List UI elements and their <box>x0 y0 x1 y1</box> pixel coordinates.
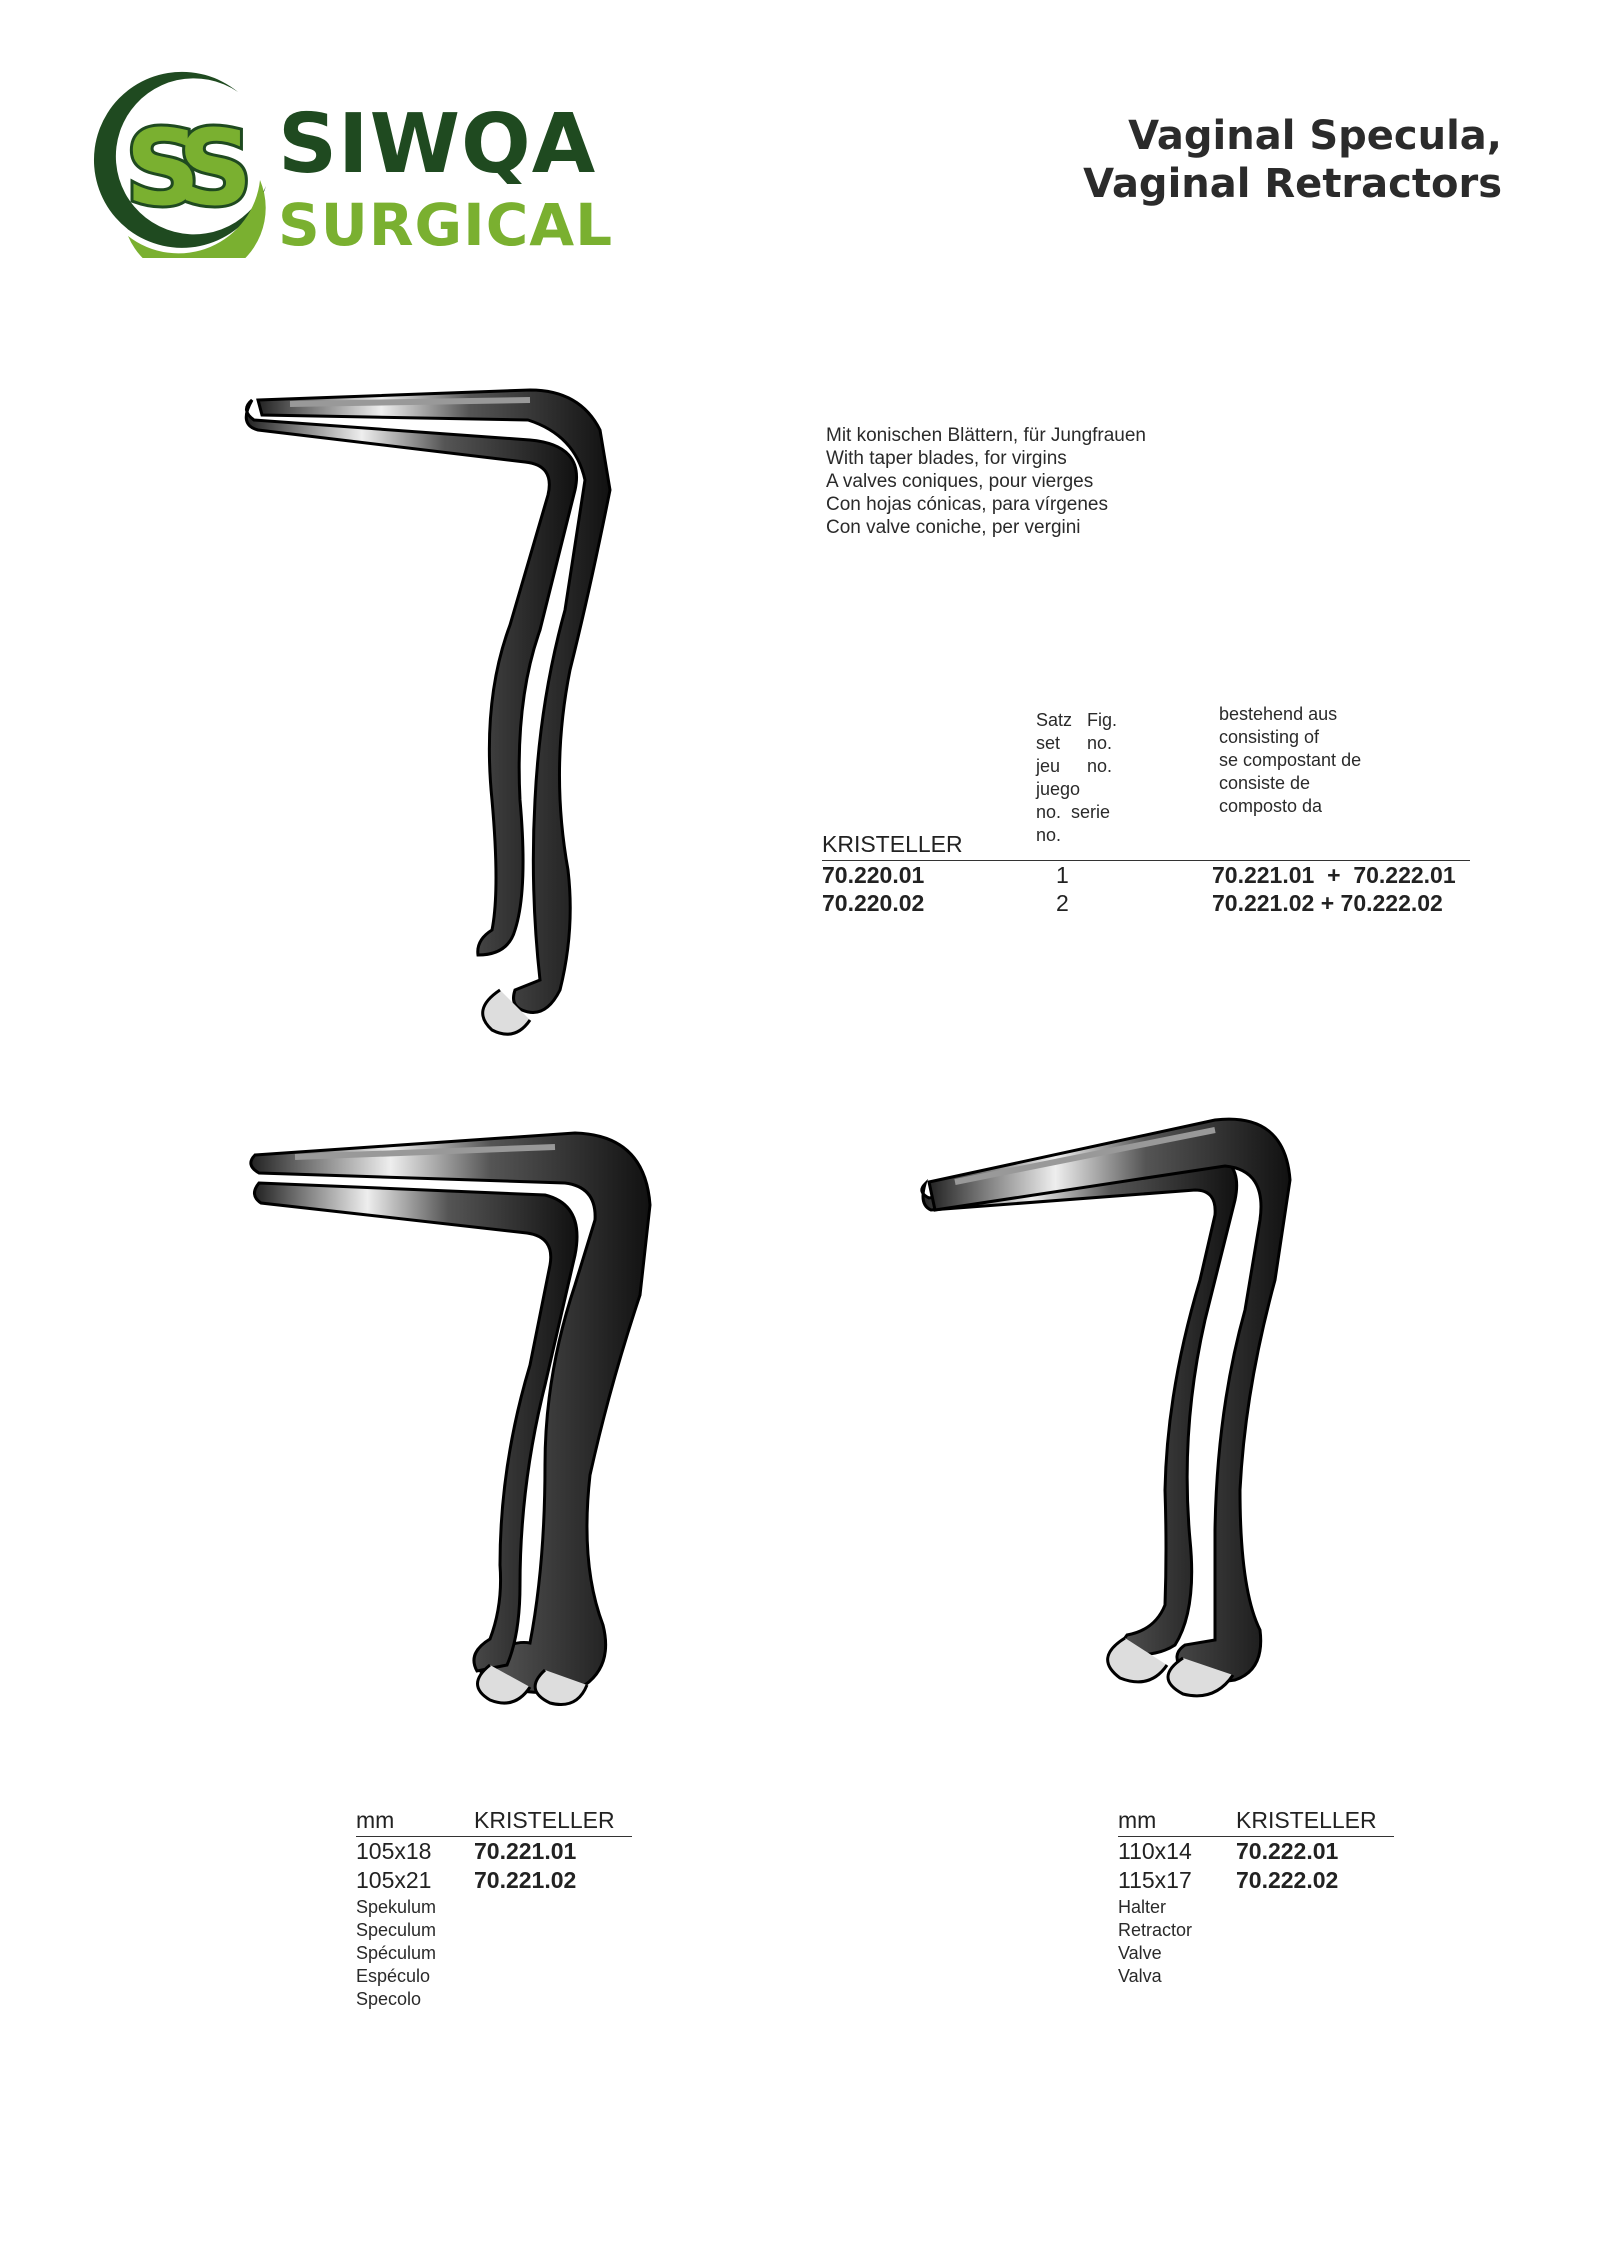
unit-header: mm <box>356 1807 395 1833</box>
set-fig-no: 2 <box>1056 890 1069 916</box>
size-cell: 105x21 <box>356 1867 432 1893</box>
description-line: Con hojas cónicas, para vírgenes <box>826 494 1108 515</box>
code-cell: 70.221.02 <box>474 1867 577 1893</box>
logo-monogram: SS <box>125 107 235 229</box>
size-cell: 115x17 <box>1118 1867 1192 1893</box>
set-code: 70.220.01 <box>822 862 925 888</box>
description-line: A valves coniques, pour vierges <box>826 471 1094 492</box>
sets-name-header: KRISTELLER <box>822 831 963 857</box>
name-header: KRISTELLER <box>474 1807 615 1833</box>
satz-column-header: Satz set jeu juego no. no. <box>1036 710 1081 845</box>
product-names: Halter Retractor Valve Valva <box>1118 1897 1193 1986</box>
description-line: With taper blades, for virgins <box>826 448 1067 469</box>
fig-column-header: Fig. no. no. serie <box>1071 710 1118 822</box>
set-parts: 70.221.01 + 70.222.01 <box>1212 862 1456 888</box>
logo-word-siwqa: SIWQA <box>278 97 597 192</box>
code-cell: 70.222.01 <box>1236 1838 1339 1864</box>
speculum-set-illustration <box>230 370 650 1050</box>
size-cell: 110x14 <box>1118 1838 1192 1864</box>
description-line: Mit konischen Blättern, für Jungfrauen <box>826 425 1147 446</box>
consisting-column-header: bestehend aus consisting of se compostant de consiste de composto da <box>1219 704 1362 816</box>
retractors-table <box>1118 1806 1418 2006</box>
size-cell: 105x18 <box>356 1838 432 1864</box>
retractor-illustration <box>915 1110 1345 1760</box>
code-cell: 70.221.01 <box>474 1838 577 1864</box>
set-fig-no: 1 <box>1056 862 1069 888</box>
code-cell: 70.222.02 <box>1236 1867 1339 1893</box>
unit-header: mm <box>1118 1807 1157 1833</box>
logo-word-surgical: SURGICAL <box>278 191 614 259</box>
specula-table <box>356 1806 656 2026</box>
name-header: KRISTELLER <box>1236 1807 1377 1833</box>
set-parts: 70.221.02 + 70.222.02 <box>1212 890 1443 916</box>
product-names: Spekulum Speculum Spéculum Espéculo Specolo <box>356 1897 437 2009</box>
set-code: 70.220.02 <box>822 890 925 916</box>
speculum-illustration <box>245 1125 665 1765</box>
description-line: Con valve coniche, per vergini <box>826 517 1081 538</box>
title-line-2: Vaginal Retractors <box>1083 161 1502 207</box>
title-line-1: Vaginal Specula, <box>1128 113 1502 159</box>
